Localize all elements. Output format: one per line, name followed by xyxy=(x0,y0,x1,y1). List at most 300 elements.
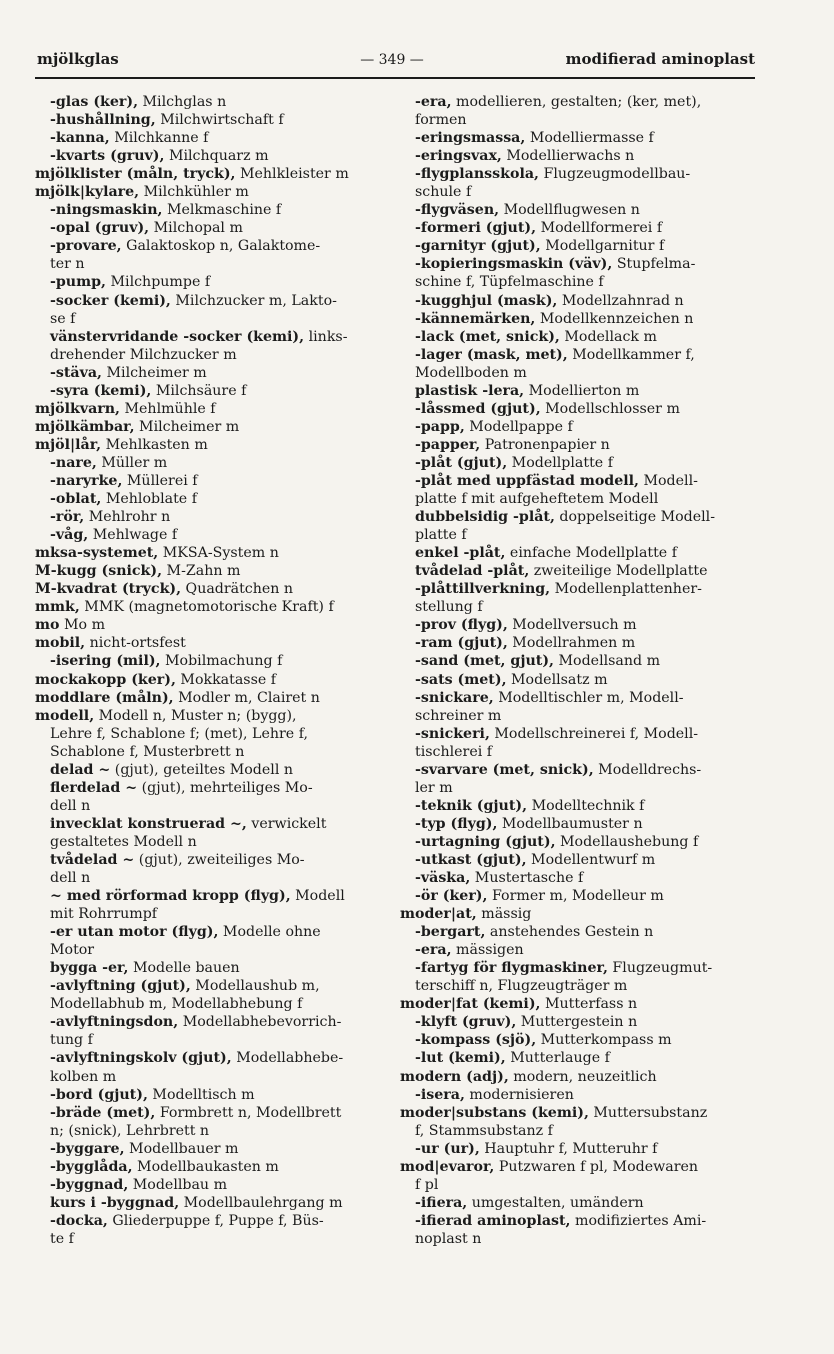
headword: -kännemärken, xyxy=(415,310,536,327)
headword: -pump, xyxy=(50,274,106,291)
translation: Modelldrechs- xyxy=(593,761,702,778)
translation: stellung f xyxy=(415,599,483,616)
dictionary-line xyxy=(35,93,375,111)
translation: Gliederpuppe f, Puppe f, Büs- xyxy=(107,1212,324,1229)
dictionary-line xyxy=(35,743,375,761)
translation: Putzwaren f pl, Modewaren xyxy=(494,1158,699,1175)
dictionary-line xyxy=(35,508,375,526)
headword: -glas (ker), xyxy=(50,94,139,110)
translation: Modelle bauen xyxy=(128,960,240,977)
translation: Motor xyxy=(50,942,95,959)
translation: Modellabhub m, Modellabhebung f xyxy=(50,996,303,1013)
translation: Modellzahnrad n xyxy=(557,292,684,309)
dictionary-line xyxy=(400,652,756,670)
translation: Modelltechnik f xyxy=(527,797,645,814)
translation: kolben m xyxy=(50,1068,117,1085)
headword: -naryrke, xyxy=(50,472,123,489)
headword: -byggnad, xyxy=(50,1176,129,1193)
running-head-left: mjölkglas xyxy=(37,50,119,68)
headword: -väska, xyxy=(415,870,471,887)
translation: Milchkanne f xyxy=(109,130,209,147)
headword: -plåttillverkning, xyxy=(415,581,551,598)
translation: nicht-ortsfest xyxy=(85,635,186,652)
translation: tischlerei f xyxy=(415,743,493,760)
translation: Mehlkasten m xyxy=(101,436,208,453)
dictionary-line xyxy=(400,1176,756,1194)
translation: Milchzucker m, Laktо- xyxy=(170,292,337,309)
dictionary-line xyxy=(35,1212,375,1230)
translation: Milchkühler m xyxy=(139,184,249,201)
dictionary-line xyxy=(35,833,375,851)
headword: -isera, xyxy=(415,1086,465,1103)
headword: -eringsmassa, xyxy=(415,130,526,147)
headword: -kugghjul (mask), xyxy=(415,292,558,309)
translation: Modellbaukasten m xyxy=(132,1158,279,1175)
dictionary-line xyxy=(400,111,756,129)
dictionary-line xyxy=(400,707,756,725)
headword: -nare, xyxy=(50,454,97,471)
translation: f pl xyxy=(415,1176,439,1193)
translation: Modellierwachs n xyxy=(501,148,635,165)
headword: -opal (gruv), xyxy=(50,220,150,237)
dictionary-line xyxy=(35,580,375,598)
dictionary-line xyxy=(35,273,375,291)
headword: -er utan motor (flyg), xyxy=(50,924,219,941)
dictionary-line xyxy=(35,779,375,797)
translation: Müllerei f xyxy=(122,472,198,489)
dictionary-line xyxy=(35,400,375,418)
dictionary-line xyxy=(400,165,756,183)
dictionary-line xyxy=(400,526,756,544)
translation: Modellentwurf m xyxy=(526,851,656,868)
headword: -kvarts (gruv), xyxy=(50,148,165,165)
dictionary-line xyxy=(35,562,375,580)
dictionary-line xyxy=(400,147,756,165)
translation: Modellflugwesen n xyxy=(499,202,640,219)
translation: n; (snick), Lehrbrett n xyxy=(50,1122,210,1139)
translation: Mustertasche f xyxy=(470,870,584,887)
headword: moder|substans (kemi), xyxy=(400,1104,589,1121)
headword: -ur (ur), xyxy=(415,1140,480,1157)
dictionary-line xyxy=(400,598,756,616)
dictionary-line xyxy=(400,472,756,490)
translation: modernisieren xyxy=(464,1086,574,1103)
dictionary-line xyxy=(35,364,375,382)
dictionary-line xyxy=(400,616,756,634)
dictionary-line xyxy=(35,598,375,616)
headword: moder|at, xyxy=(400,906,477,923)
dictionary-line xyxy=(400,725,756,743)
dictionary-line xyxy=(400,833,756,851)
dictionary-line xyxy=(400,1031,756,1049)
translation: Mutterfass n xyxy=(540,996,638,1013)
right-column xyxy=(400,93,756,1248)
dictionary-line xyxy=(35,255,375,273)
dictionary-line xyxy=(400,1086,756,1104)
headword: -syra (kemi), xyxy=(50,382,152,399)
translation: Modellkammer f, xyxy=(567,346,695,363)
dictionary-line xyxy=(35,382,375,400)
headword: -plåt med uppfästad modell, xyxy=(415,472,639,489)
headword: -bygglåda, xyxy=(50,1158,133,1175)
translation: Mutterlauge f xyxy=(505,1050,610,1067)
headword: -ram (gjut), xyxy=(415,635,508,652)
headword: -era, xyxy=(415,942,452,959)
translation: se f xyxy=(50,310,76,327)
headword: ~ med rörformad kropp (flyg), xyxy=(50,888,291,905)
headword: mockakopp (ker), xyxy=(35,671,176,688)
translation: Milcheimer m xyxy=(134,418,240,435)
headword: bygga -er, xyxy=(50,960,129,977)
headword: -flygväsen, xyxy=(415,202,500,219)
translation: Mo m xyxy=(59,617,106,634)
dictionary-line xyxy=(35,1086,375,1104)
dictionary-line xyxy=(400,310,756,328)
translation: ter n xyxy=(50,256,85,273)
translation: (gjut), geteiltes Modell n xyxy=(110,761,294,778)
headword: -plåt (gjut), xyxy=(415,454,508,471)
headword: mobil, xyxy=(35,635,86,652)
headword: -sand (met, gjut), xyxy=(415,653,555,670)
dictionary-line xyxy=(400,887,756,905)
dictionary-line xyxy=(35,201,375,219)
headword: -urtagning (gjut), xyxy=(415,833,556,850)
dictionary-line xyxy=(35,671,375,689)
headword: M-kugg (snick), xyxy=(35,563,163,580)
headword: -snickeri, xyxy=(415,725,490,742)
headword: -ningsmaskin, xyxy=(50,202,163,219)
translation: ler m xyxy=(415,779,453,796)
dictionary-line xyxy=(35,761,375,779)
translation: Lehre f, Schablone f; (met), Lehre f, xyxy=(50,725,308,742)
headword: M-kvadrat (tryck), xyxy=(35,581,182,598)
translation: doppelseitige Modell- xyxy=(554,509,716,526)
dictionary-line xyxy=(35,237,375,255)
headword: -ifiera, xyxy=(415,1194,468,1211)
headword: -provare, xyxy=(50,238,122,255)
translation: Modellpappe f xyxy=(464,418,573,435)
translation: modellieren, gestalten; (ker, met), xyxy=(451,94,702,110)
headword: mjölkvarn, xyxy=(35,400,120,417)
headword: -era, xyxy=(415,94,452,110)
translation: formen xyxy=(415,112,467,129)
dictionary-line xyxy=(400,1194,756,1212)
dictionary-line xyxy=(400,346,756,364)
translation: Modellrahmen m xyxy=(507,635,636,652)
translation: Modler m, Clairet n xyxy=(173,689,320,706)
translation: schule f xyxy=(415,184,472,201)
translation: Galaktoskop n, Galaktome- xyxy=(121,238,321,255)
translation: te f xyxy=(50,1230,74,1247)
headword: -bergart, xyxy=(415,924,486,941)
headword: -lack (met, snick), xyxy=(415,328,560,345)
translation: drehender Milchzucker m xyxy=(50,346,237,363)
headword: -kanna, xyxy=(50,130,110,147)
dictionary-line xyxy=(400,743,756,761)
translation: dell n xyxy=(50,870,91,887)
translation: noplast n xyxy=(415,1230,482,1247)
dictionary-line xyxy=(400,237,756,255)
dictionary-line xyxy=(400,364,756,382)
dictionary-line xyxy=(400,183,756,201)
translation: Modellaushebung f xyxy=(555,833,699,850)
translation: modern, neuzeitlich xyxy=(508,1068,657,1085)
dictionary-line xyxy=(400,815,756,833)
translation: mässig xyxy=(476,906,532,923)
dictionary-line xyxy=(35,977,375,995)
translation: gestaltetes Modell n xyxy=(50,833,197,850)
headword: invecklat konstruerad ~, xyxy=(50,815,247,832)
dictionary-line xyxy=(400,400,756,418)
translation: Muttersubstanz xyxy=(588,1104,708,1121)
translation: verwickelt xyxy=(246,815,327,832)
running-head-right: modifierad aminoplast xyxy=(565,50,755,68)
dictionary-line xyxy=(400,129,756,147)
dictionary-line xyxy=(35,1104,375,1122)
dictionary-line xyxy=(400,454,756,472)
dictionary-line xyxy=(35,1013,375,1031)
dictionary-line xyxy=(35,219,375,237)
dictionary-line xyxy=(35,1176,375,1194)
headword: -typ (flyg), xyxy=(415,815,498,832)
dictionary-line xyxy=(400,671,756,689)
dictionary-line xyxy=(35,1068,375,1086)
translation: tung f xyxy=(50,1032,93,1049)
translation: einfache Modellplatte f xyxy=(505,545,677,562)
headword: -isering (mil), xyxy=(50,653,161,670)
translation: Modellgarnitur f xyxy=(540,238,665,255)
translation: Modellack m xyxy=(559,328,657,345)
headword: -kopieringsmaskin (väv), xyxy=(415,256,613,273)
headword: mod|evaror, xyxy=(400,1158,495,1175)
translation: Modellsatz m xyxy=(506,671,608,688)
dictionary-line xyxy=(35,328,375,346)
headword: -avlyftningskolv (gjut), xyxy=(50,1050,232,1067)
translation: Mehloblate f xyxy=(101,491,197,508)
headword: -fartyg för flygmaskiner, xyxy=(415,960,608,977)
headword: -snickare, xyxy=(415,689,494,706)
dictionary-line xyxy=(400,923,756,941)
headword: -utkast (gjut), xyxy=(415,851,527,868)
headword: -socker (kemi), xyxy=(50,292,171,309)
translation: Mehlmühle f xyxy=(120,400,216,417)
translation: M-Zahn m xyxy=(162,563,241,580)
dictionary-line xyxy=(35,472,375,490)
dictionary-line xyxy=(400,508,756,526)
translation: (gjut), zweiteiliges Mo- xyxy=(134,851,305,868)
dictionary-line xyxy=(400,382,756,400)
dictionary-line xyxy=(400,689,756,707)
headword: moder|fat (kemi), xyxy=(400,996,541,1013)
headword: mjölkämbar, xyxy=(35,418,135,435)
translation: Hauptuhr f, Mutteruhr f xyxy=(479,1140,658,1157)
dictionary-line xyxy=(35,454,375,472)
headword: delad ~ xyxy=(50,761,111,778)
translation: Milchquarz m xyxy=(164,148,269,165)
translation: Milchpumpe f xyxy=(106,274,211,291)
translation: anstehendes Gestein n xyxy=(485,924,654,941)
headword: mjölk|kylare, xyxy=(35,184,140,201)
dictionary-line xyxy=(35,797,375,815)
translation: Modellplatte f xyxy=(507,454,613,471)
headword: -stäva, xyxy=(50,364,102,381)
headword: -hushållning, xyxy=(50,112,156,129)
translation: Mehlkleister m xyxy=(235,166,349,183)
translation: Stupfelma- xyxy=(612,256,696,273)
dictionary-line xyxy=(35,815,375,833)
dictionary-line xyxy=(400,292,756,310)
headword: moddlare (måln), xyxy=(35,689,174,706)
dictionary-line xyxy=(35,869,375,887)
translation: Modellschreinerei f, Modell- xyxy=(489,725,699,742)
headword: modern (adj), xyxy=(400,1068,509,1085)
dictionary-line xyxy=(35,1158,375,1176)
translation: Quadrätchen n xyxy=(181,581,294,598)
dictionary-line xyxy=(35,292,375,310)
headword: vänstervridande -socker (kemi), xyxy=(50,328,305,345)
headword: -sats (met), xyxy=(415,671,507,688)
translation: (gjut), mehrteiliges Mo- xyxy=(137,779,313,796)
dictionary-line xyxy=(400,1104,756,1122)
translation: MKSA-System n xyxy=(158,545,279,562)
dictionary-line xyxy=(35,111,375,129)
headword: -formeri (gjut), xyxy=(415,220,537,237)
translation: Milchopal m xyxy=(149,220,243,237)
translation: modifiziertes Ami- xyxy=(570,1212,707,1229)
left-column xyxy=(35,93,375,1248)
headword: -flygplansskola, xyxy=(415,166,539,183)
dictionary-line xyxy=(35,689,375,707)
translation: Modellkennzeichen n xyxy=(535,310,694,327)
translation: MMK (magnetomotorische Kraft) f xyxy=(79,599,334,616)
dictionary-line xyxy=(35,310,375,328)
page-number: — 349 — xyxy=(360,52,424,68)
dictionary-line xyxy=(400,1122,756,1140)
headword: -bräde (met), xyxy=(50,1104,156,1121)
translation: Modellbau m xyxy=(128,1176,228,1193)
translation: Schablone f, Musterbrett n xyxy=(50,743,245,760)
headword: -docka, xyxy=(50,1212,108,1229)
translation: Mehlwage f xyxy=(88,527,178,544)
headword: mmk, xyxy=(35,599,80,616)
dictionary-line xyxy=(400,580,756,598)
dictionary-line xyxy=(400,1212,756,1230)
translation: Müller m xyxy=(96,454,168,471)
translation: Former m, Modelleur m xyxy=(487,888,664,905)
translation: mässigen xyxy=(451,942,524,959)
dictionary-line xyxy=(400,1140,756,1158)
dictionary-line xyxy=(35,544,375,562)
dictionary-line xyxy=(35,851,375,869)
dictionary-line xyxy=(400,634,756,652)
headword: -låssmed (gjut), xyxy=(415,400,541,417)
translation: Mehlrohr n xyxy=(84,509,171,526)
dictionary-line xyxy=(35,634,375,652)
dictionary-line xyxy=(400,1158,756,1176)
headword: -ör (ker), xyxy=(415,888,488,905)
translation: Mokkatasse f xyxy=(175,671,277,688)
translation: mit Rohrrumpf xyxy=(50,906,158,923)
dictionary-line xyxy=(35,1140,375,1158)
translation: platte f xyxy=(415,527,467,544)
dictionary-line xyxy=(400,93,756,111)
headword: -papper, xyxy=(415,436,481,453)
headword: plastisk -lera, xyxy=(415,382,525,399)
translation: Modelle ohne xyxy=(218,924,321,941)
dictionary-line xyxy=(400,797,756,815)
dictionary-line xyxy=(35,725,375,743)
headword: modell, xyxy=(35,707,95,724)
translation: Modellenplattenher- xyxy=(550,581,702,598)
dictionary-line xyxy=(400,941,756,959)
dictionary-line xyxy=(400,959,756,977)
headword: -klyft (gruv), xyxy=(415,1014,517,1031)
translation: Modell- xyxy=(638,472,698,489)
headword: mksa-systemet, xyxy=(35,545,159,562)
dictionary-line xyxy=(35,923,375,941)
dictionary-line xyxy=(400,1068,756,1086)
translation: Milcheimer m xyxy=(102,364,207,381)
translation: Modellierton m xyxy=(524,382,640,399)
translation: platte f mit aufgeheftetem Modell xyxy=(415,491,659,508)
dictionary-line xyxy=(400,905,756,923)
dictionary-line xyxy=(400,851,756,869)
dictionary-line xyxy=(400,562,756,580)
translation: Modellbaumuster n xyxy=(497,815,643,832)
dictionary-line xyxy=(35,1194,375,1212)
headword: -prov (flyg), xyxy=(415,617,508,634)
dictionary-line xyxy=(35,183,375,201)
dictionary-line xyxy=(400,1230,756,1248)
dictionary-line xyxy=(35,905,375,923)
headword: -ifierad aminoplast, xyxy=(415,1212,571,1229)
translation: Modelliermasse f xyxy=(525,130,654,147)
dictionary-line xyxy=(400,201,756,219)
translation: Modell xyxy=(290,888,345,905)
headword: -garnityr (gjut), xyxy=(415,238,541,255)
headword: -lager (mask, met), xyxy=(415,346,568,363)
dictionary-line xyxy=(35,129,375,147)
translation: schreiner m xyxy=(415,707,502,724)
headword: tvådelad -plåt, xyxy=(415,563,530,580)
translation: schine f, Tüpfelmaschine f xyxy=(415,274,604,291)
dictionary-line xyxy=(400,490,756,508)
dictionary-line xyxy=(35,887,375,905)
dictionary-line xyxy=(35,1031,375,1049)
translation: Flugzeugmut- xyxy=(607,960,713,977)
dictionary-line xyxy=(35,147,375,165)
translation: Modellsand m xyxy=(554,653,661,670)
headword: tvådelad ~ xyxy=(50,851,135,868)
dictionary-line xyxy=(400,1013,756,1031)
translation: Modellversuch m xyxy=(507,617,637,634)
translation: Modelltischler m, Modell- xyxy=(493,689,684,706)
dictionary-line xyxy=(400,436,756,454)
headword: kurs i -byggnad, xyxy=(50,1194,180,1211)
translation: dell n xyxy=(50,797,91,814)
dictionary-line xyxy=(35,652,375,670)
translation: Muttergestein n xyxy=(516,1014,638,1031)
dictionary-line xyxy=(400,977,756,995)
headword: -eringsvax, xyxy=(415,148,502,165)
translation: Flugzeugmodellbau- xyxy=(538,166,691,183)
dictionary-line xyxy=(400,328,756,346)
translation: Modellboden m xyxy=(415,364,527,381)
translation: Modellbauer m xyxy=(124,1140,239,1157)
headword: -oblat, xyxy=(50,491,102,508)
headword: -avlyftningsdon, xyxy=(50,1014,179,1031)
dictionary-line xyxy=(35,959,375,977)
